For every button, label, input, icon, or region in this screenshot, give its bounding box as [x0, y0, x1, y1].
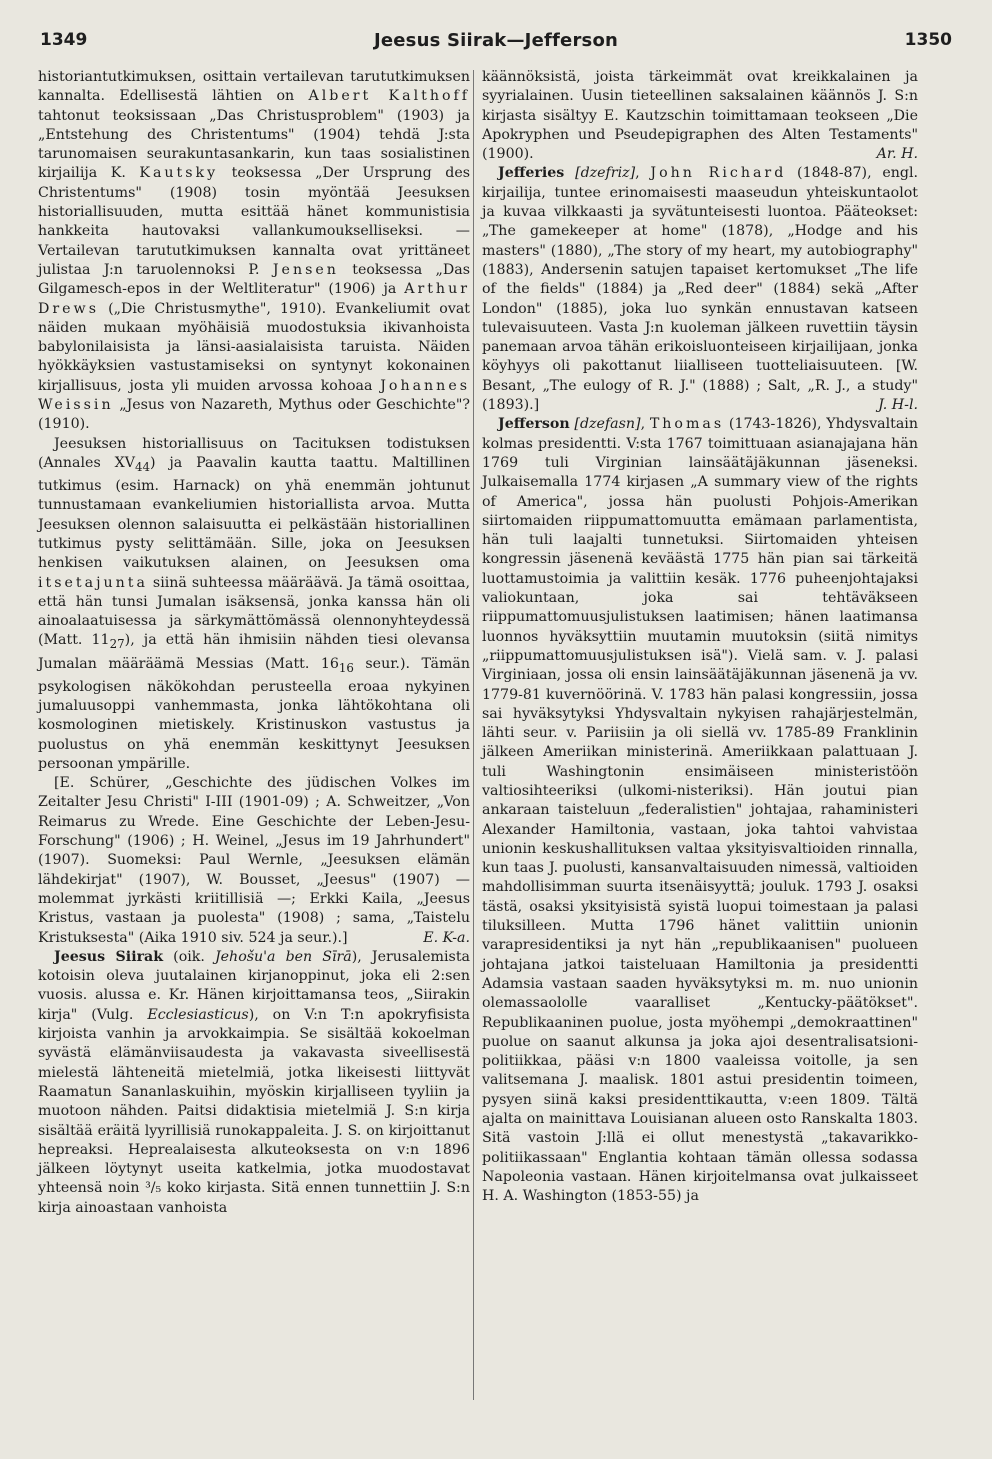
page-header: [40, 30, 952, 60]
right-column: [482, 68, 918, 1207]
entry-headword: Jeesus Siirak: [54, 948, 164, 965]
entry-jefferson: Jefferson [dzefasn], Thomas (1743-1826), Yhdysvaltain kolmas presidentti. V:sta 1767 toimittuaan asianajajana hän 1769 tuli Virginian lainsäätäjäkunnan jäseneksi. Julkaisemalla 1774 kirjasen „A summary view of the rights of America", jossa hän puolusti Pohjois-Amerikan siirtomaiden riippumattomuutta emämaan parlamentista, hän tuli laajalti tunnetuksi. Siirtomaiden yhteisen kongressin jäsenenä keväästä 1775 hän pian sai tärkeitä luottamustoimia ja valittiin kesäk. 1776 puheenjohtajaksi valiokuntaan, joka sai tehtäväkseen riippumattomuusjulistuksen laatimisen; hänen laatimansa luonnos hyväksyttiin muutamin muutoksin (siitä nimitys „riippumattomuusjulistuksen isä"). Vielä sam. v. J. palasi Virginiaan, jossa oli ensin lainsäätäjäkunnan jäsenenä ja vv. 1779-81 kuvernöörinä. V. 1783 hän palasi kongressiin, jossa sai hyväksytyksi Yhdysvaltain nykyisen rahajärjestelmän, lähti seur. v. Pariisiin ja oli siellä vv. 1785-89 Franklinin jälkeen Ameriikan ministerinä. Ameriikkaan palattuaan J. tuli Washingtonin ensimäiseen ministeristöön valtiosihteeriksi (ulkomi-nisteriksi). Hän joutui pian ankaraan taisteluun „federalistien" johtajaa, rahaministeri Alexander Hamiltonia, vastaan, joka tahtoi vahvistaa unionin keskushallituksen valtaa yksityisvaltioiden rinnalla, kun taas J. puolusti, kansanvaltaisuuden nimessä, valtioiden mahdollisimman suurta itsenäisyyttä; jouluk. 1793 J. osaksi tästä, osaksi yksityisistä syistä luopui toimestaan ja palasi tiluksilleen. Mutta 1796 hänet valittiin unionin varapresidentiksi ja nyt hän „republikaanisen" puolueen johtajana jatkoi taisteluaan Hamiltonia ja presidentti Adamsia vastaan saaden hyväksytyksi m. m. nuo unionin olemassaololle vaaralliset „Kentucky-päätökset". Republikaaninen puolue, josta myöhempi „demokraattinen" puolue on saanut alkunsa ja joka ajoi desentralisatsioni-politiikkaa, pääsi v:n 1800 vaaleissa voitolle, ja sen valitsemana J. maalisk. 1801 astui presidentin toimeen, pysyen siinä kaksi presidenttikautta, v:een 1809. Tältä ajalta on mainittava Louisianan alueen osto Ranskalta 1803. Sitä vastoin J:llä ei ollut menestystä „takavarikko-politiikassaan" Englantia kohtaan tämän ollessa sodassa Napoleonia vastaan. Hänen kirjoitelmansa ovat julkaisseet H. A. Washington (1853-55) ja: [482, 416, 918, 1205]
paragraph-bibliography: [E. Schürer, „Geschichte des jüdischen Volkes im Zeitalter Jesu Christi" I-III (1901-09) ; A. Schweitzer, „Von Reimarus zu Wrede. Eine Geschichte der Leben-Jesu-Forschung" (1906) ; H. Weinel, „Jesus im 19 Jahrhundert" (1907). Suomeksi: Paul Wernle, „Jeesuksen elämän lähdekirjat" (1907), W. Bousset, „Jeesus" (1907) — molemmat jyrkästi kriitillisiä —; Erkki Kaila, „Jeesus Kristus, vastaan ja puolesta" (1908) ; sama, „Taistelu Kristuksesta" (Aika 1910 siv. 524 ja seur.).] E. K-a.: [38, 774, 470, 948]
paragraph-historiography: historiantutkimuksen, osittain vertailevan tarututkimuksen kannalta. Edellisestä lähtien on Albert Kalthoff tahtonut teoksissaan „Das Christusproblem" (1903) ja „Entstehung des Christentums" (1904) tehdä J:sta tarunomaisen seurakuntasankarin, kun taas sosialistinen kirjailija K. Kautsky teoksessa „Der Ursprung des Christentums" (1908) tosin myöntää Jeesuksen historiallisuuden, mutta esittää hänet kommunistisia hankkeita hautovaksi vallankumoukselliseksi. — Vertailevan tarututkimuksen kannalta ovat yrittäneet julistaa J:n taruolennoksi P. Jensen teoksessa „Das Gilgamesch-epos in der Weltliteratur" (1906) ja Arthur Drews („Die Christusmythe", 1910). Evankeliumit ovat näiden mukaan myöhäisiä muodostuksia ikivanhoista babylonilaisista ja länsi-aasialaisista taruista. Näiden hyökkäyksien vastustamiseksi on syntynyt kokonainen kirjallisuus, josta yli muiden arvossa kohoaa Johannes Weissin „Jesus von Nazareth, Mythus oder Geschichte"? (1910).: [38, 69, 471, 433]
paragraph-siirak-continued: käännöksistä, joista tärkeimmät ovat kreikkalainen ja syyrialainen. Uusin tieteellinen saksalainen käännös J. S:n kirjasta sisältyy E. Kautzschin toimittamaan teokseen „Die Apokryphen und Pseudepigraphen des Alten Testaments" (1900). Ar. H.: [482, 68, 918, 164]
page-number-right: 1350: [904, 30, 952, 50]
pronunciation: [dzefriz]: [575, 165, 636, 182]
column-divider: [473, 70, 474, 1400]
pronunciation: [dzefasn]: [574, 416, 641, 433]
left-column: [38, 68, 470, 1218]
entry-jeesus-siirak: Jeesus Siirak (oik. Jehošu'a ben Sīrā), Jerusalemista kotoisin oleva juutalainen kirjanoppinut, joka eli 2:sen vuosis. alussa e. Kr. Hänen kirjoittamansa teos, „Siirakin kirja" (Vulg. Ecclesiasticus), on V:n T:n apokryfisista kirjoista vanhin ja arvokkaimpia. Se sisältää kokoelman syvästä elämänviisaudesta ja vakavasta siveellisestä mielestä lähteneitä mietelmiä, jotka likeisesti liittyvät Raamatun Sananlaskuihin, myöskin kirjalliseen tyyliin ja muotoon nähden. Paitsi didaktisia mietelmiä J. S:n kirja sisältää eräitä lyyrillisiä runokappaleita. J. S. on kirjoittanut hepreaksi. Heprealaisesta alkuteoksesta on v:n 1896 jälkeen löytynyt useita katkelmia, jotka muodostavat yhteensä noin ³/₅ koko kirjasta. Sitä ennen tunnettiin J. S:n kirja ainoastaan vanhoista: [38, 948, 470, 1216]
page-number-left: 1349: [40, 30, 88, 50]
entry-jefferies: Jefferies [dzefriz], John Richard (1848-87), engl. kirjailija, tuntee erinomaisesti maaseudun yhteiskuntaolot ja kuvaa vilkkaasti ja syvätunteisesti luontoa. Pääteokset: „The gamekeeper at home" (1878), „Hodge and his masters" (1880), „The story of my heart, my autobiography" (1883), Andersenin satujen tapaiset kertomukset „The life of the fields" (1884) ja „Red deer" (1884) sekä „After London" (1885), joka luo synkän ennustavan katseen tulevaisuuteen. Vasta J:n kuoleman jälkeen ruvettiin täysin panemaan arvoa tähän erikoisluonteiseen kirjailijaan, jonka köyhyys oli pakottanut liialliseen tuotteliaisuuteen. [W. Besant, „The eulogy of R. J." (1888) ; Salt, „R. J., a study" (1893).] J. H-l.: [482, 164, 918, 415]
author-signature: Ar. H.: [876, 146, 918, 163]
entry-headword: Jefferies: [498, 165, 565, 182]
author-signature: J. H-l.: [878, 397, 918, 414]
entry-headword: Jefferson: [498, 416, 570, 433]
paragraph-historicity: Jeesuksen historiallisuus on Tacituksen todistuksen (Annales $XV_{44}$) ja Paavalin kautta taattu. Maltillinen tutkimus (esim. Harnack) on yhä enemmän johtunut tunnustamaan evankeliumien historiallista arvoa. Mutta Jeesuksen olennon salaisuutta ei pelkästään historiallinen tutkimus pysty selittämään. Sille, joka on Jeesuksen henkisen vaikutuksen alainen, on Jeesuksen oma itsetajunta siinä suhteessa määräävä. Ja tämä osoittaa, että hän tunsi Jumalan isäksensä, jonka kanssa hän oli ainoalaatuisessa ja särkymättömässä olennonyhteydessä (Matt. $11_{27}$), ja että hän ihmisiin nähden tiesi olevansa Jumalan määräämä Messias (Matt. $16_{16}$ seur.). Tämän psykologisen näkökohdan perusteella eroaa nykyinen jumaluusoppi vanhemmasta, jonka lähtökohtana oli kosmologinen mietiskely. Kristinuskon vastustus ja puolustus on yhä enemmän keskittynyt Jeesuksen persoonan ympärille.: [38, 435, 471, 772]
running-title: Jeesus Siirak—Jefferson: [373, 30, 619, 51]
author-signature: E. K-a.: [423, 929, 470, 946]
